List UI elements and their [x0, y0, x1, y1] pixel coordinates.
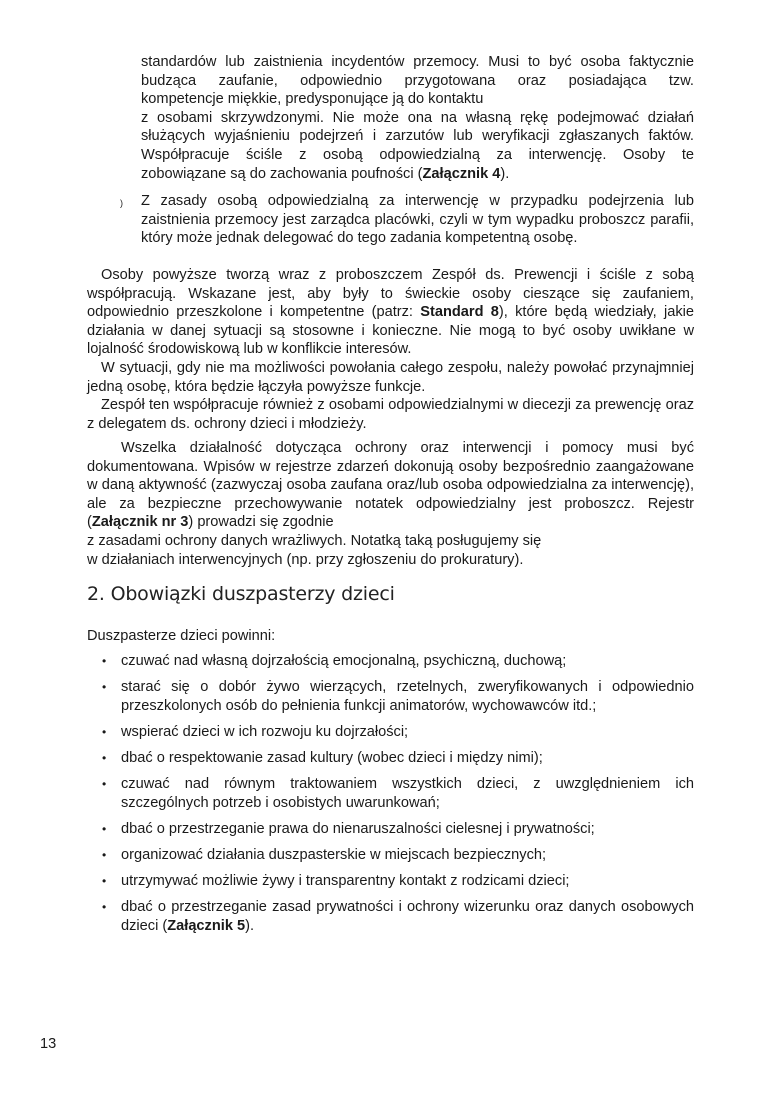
bullet-icon: • — [102, 654, 107, 668]
paragraph-documentation: Wszelka działalność dotycząca ochrony oraz interwencji i pomocy musi być dokumentowana. Wpisów w rejestrze zdarzeń dokonują osoby bezpośrednio zaangażowane w daną aktywność (zazwyczaj osoba zaufana oraz/lub osoba odpowiedzialna za interwencję), ale za bezpieczne przechowywanie notatek odpowiedzialny jest proboszcz. Rejestr (Załącznik nr 3) prowadzi się zgodnie z zasadami ochrony danych wrażliwych. Notatką taką posługujemy się w działaniach interwencyjnych (np. przy zgłoszeniu do prokuratury). — [87, 440, 694, 568]
standard-reference: Standard 8 — [420, 304, 499, 321]
section-intro: Duszpasterze dzieci powinni: — [87, 628, 276, 644]
bullet-icon: • — [102, 724, 107, 739]
annex-reference: Załącznik 5 — [167, 917, 246, 934]
text-line: z zasadami ochrony danych wrażliwych. Notatką taką posługujemy się — [87, 532, 542, 549]
bullet-icon: • — [102, 899, 107, 914]
list-item: • starać się o dobór żywo wierzących, rzetelnych, zweryfikowanych i odpowiednio przeszkolonych osób do pełnienia funkcji animatorów, wychowawców itd.; — [102, 679, 694, 714]
list-item: • wspierać dzieci w ich rozwoju ku dojrzałości; — [102, 723, 409, 740]
paragraph-single-person: W sytuacji, gdy nie ma możliwości powołania całego zespołu, należy powołać przynajmniej jedną osobę, która będzie łączyła powyższe funkcje. — [87, 360, 694, 395]
list-item: • dbać o respektowanie zasad kultury (wobec dzieci i między nimi); — [102, 749, 543, 766]
list-item: • czuwać nad własną dojrzałością emocjonalną, psychiczną, duchową; — [102, 653, 567, 669]
bullet-icon: • — [102, 750, 107, 765]
text-line: Współpracuje ściśle z osobą odpowiedzialną za interwencję. Osoby te — [141, 146, 694, 163]
page-number: 13 — [40, 1036, 57, 1052]
text-line: zobowiązane są do zachowania poufności (Załącznik 4). — [141, 165, 510, 182]
sub-item-text: Z zasady osobą odpowiedzialną za interwencję w przypadku podejrzenia lub zaistnienia przemocy jest zarządca placówki, czyli w tym wypadku proboszcz parafii, który może jednak delegować do tego zadania kompetentną osobę. — [141, 193, 694, 247]
bullet-icon: • — [102, 680, 107, 695]
paragraph-diocese: Zespół ten współpracuje również z osobami odpowiedzialnymi w diecezji za prewencję oraz z delegatem ds. ochrony dzieci i młodzieży. — [87, 397, 694, 432]
annex-reference: Załącznik 4 — [422, 165, 501, 182]
text-line: służących wyjaśnieniu podejrzeń i zarzutów lub weryfikacji zgłaszanych faktów. — [141, 128, 694, 145]
bullet-icon: • — [102, 821, 107, 836]
text-line: w działaniach interwencyjnych (np. przy zgłoszeniu do prokuratury). — [87, 551, 524, 568]
list-item: • dbać o przestrzeganie prawa do nienaruszalności cielesnej i prywatności; — [102, 820, 595, 837]
bullet-icon: • — [102, 847, 107, 862]
list-item: • utrzymywać możliwie żywy i transparentny kontakt z rodzicami dzieci; — [102, 872, 570, 889]
list-item: • dbać o przestrzeganie zasad prywatności i ochrony wizerunku oraz danych osobowych dzieci (Załącznik 5). — [102, 898, 694, 934]
paragraph-team: Osoby powyższe tworzą wraz z proboszczem Zespół ds. Prewencji i ściśle z sobą współpracują. Wskazane jest, aby były to świeckie osoby cieszące się zaufaniem, odpowiednio przeszkolone i kompetentne (patrz: Standard 8), które będą wiedziały, jakie działania w danej sytuacji są stosowne i konieczne. Nie mogą to być osoby uwikłane w lojalność środowiskową lub w konflikcie interesów. — [87, 267, 694, 358]
sub-item-marker: ) — [120, 198, 123, 208]
text-line: budząca zaufanie, odpowiednio przygotowana oraz posiadająca tzw. — [141, 72, 694, 89]
sub-item — [120, 192, 694, 248]
list-item: • czuwać nad równym traktowaniem wszystkich dzieci, z uwzględnieniem ich szczególnych potrzeb i osobistych uwarunkowań; — [102, 775, 694, 811]
duties-list — [100, 652, 694, 943]
list-item: • organizować działania duszpasterskie w miejscach bezpiecznych; — [102, 846, 547, 863]
bullet-icon: • — [102, 776, 107, 791]
text-line: kompetencje miękkie, predysponujące ją do kontaktu — [141, 91, 484, 108]
top-block — [141, 53, 694, 183]
register-reference: Załącznik nr 3 — [91, 514, 189, 531]
section-heading: 2. Obowiązki duszpasterzy dzieci — [87, 583, 395, 605]
text-line: z osobami skrzywdzonymi. Nie może ona na własną rękę podejmować działań — [141, 109, 694, 126]
bullet-icon: • — [102, 873, 107, 888]
text-line: standardów lub zaistnienia incydentów przemocy. Musi to być osoba faktycznie — [141, 54, 694, 70]
